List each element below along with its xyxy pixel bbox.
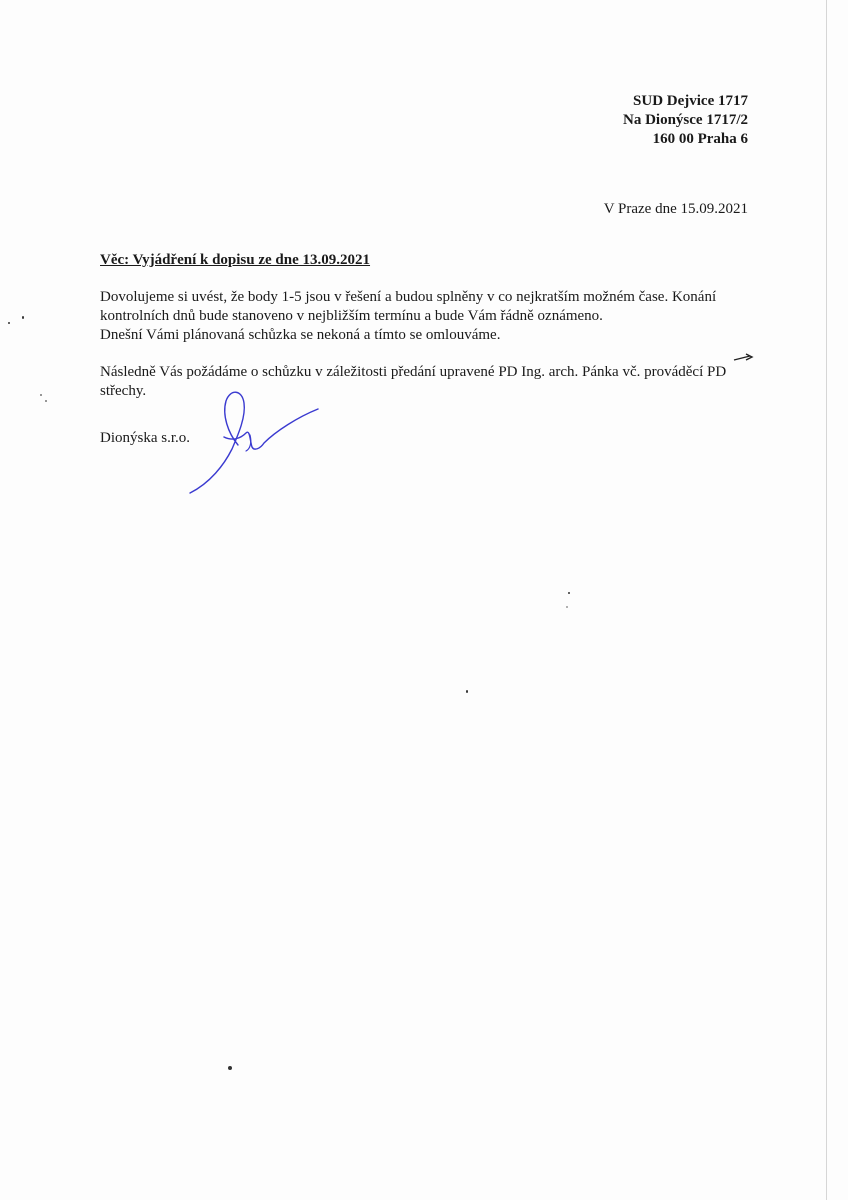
scan-speck [466, 690, 468, 693]
recipient-line-1: SUD Dejvice 1717 [633, 93, 748, 109]
pen-mark [732, 352, 756, 364]
handwritten-signature [180, 385, 330, 500]
paragraph-1-line-2: kontrolních dnů bude stanoveno v nejbližším termínu a bude Vám řádně oznámeno. [100, 308, 603, 324]
paragraph-1-line-3: Dnešní Vámi plánovaná schůzka se nekoná a tímto se omlouváme. [100, 327, 501, 343]
scan-edge-line [826, 0, 827, 1200]
scan-speck [566, 606, 568, 608]
paragraph-1-line-1: Dovolujeme si uvést, že body 1-5 jsou v řešení a budou splněny v co nejkratším možném čase. Konání [100, 289, 717, 305]
paragraph-2-line-2: střechy. [100, 383, 147, 399]
paragraph-1 [100, 288, 760, 345]
recipient-line-2: Na Dionýsce 1717/2 [623, 112, 748, 128]
scan-speck [568, 592, 570, 594]
scan-speck [228, 1066, 232, 1070]
scan-speck [40, 394, 42, 396]
subject-line: Věc: Vyjádření k dopisu ze dne 13.09.2021 [100, 252, 371, 268]
paragraph-2-line-1: Následně Vás požádáme o schůzku v záležitosti předání upravené PD Ing. arch. Pánka vč. prováděcí PD [100, 364, 727, 380]
sender-company: Dionýska s.r.o. [100, 430, 190, 446]
scan-speck [45, 400, 47, 402]
recipient-address [623, 92, 748, 149]
scan-speck [22, 316, 24, 319]
scan-speck [8, 322, 10, 324]
recipient-line-3: 160 00 Praha 6 [652, 131, 748, 147]
date-line: V Praze dne 15.09.2021 [603, 201, 748, 217]
